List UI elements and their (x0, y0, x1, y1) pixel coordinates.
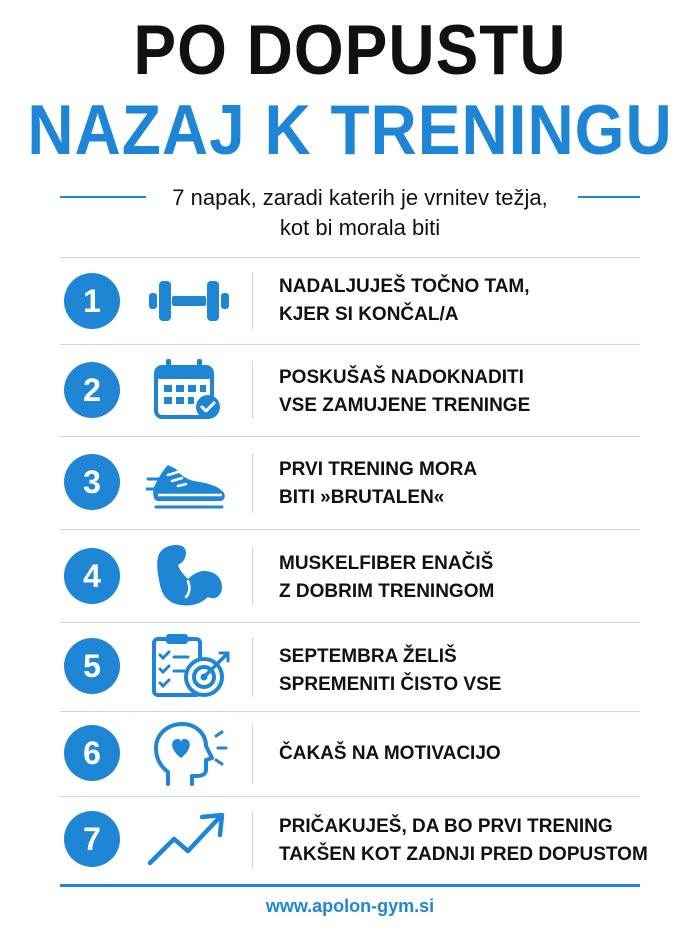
column-separator (252, 361, 253, 419)
head-heart-icon (146, 718, 232, 788)
list-item-2 (60, 345, 640, 435)
list-item-5 (60, 623, 640, 711)
column-separator (252, 637, 253, 697)
item-text (279, 273, 639, 329)
item-text-line-1: PRVI TRENING MORA (279, 459, 478, 480)
list-item-1 (60, 258, 640, 344)
item-text-line-2: VSE ZAMUJENE TRENINGE (279, 395, 531, 416)
item-text-line-2: TAKŠEN KOT ZADNJI PRED DOPUSTOM (279, 844, 648, 865)
subtitle-line-2: kot bi morala biti (279, 215, 441, 240)
column-separator (252, 453, 253, 513)
dumbbell-icon (146, 266, 232, 336)
number-badge: 5 (64, 638, 120, 694)
list-item-7 (60, 797, 648, 883)
footer-rule (60, 884, 640, 887)
item-text-line-1: ČAKAŠ NA MOTIVACIJO (279, 743, 501, 764)
subtitle-line-1: 7 napak, zaradi katerih je vrnitev težja, (172, 185, 548, 210)
item-text (279, 456, 639, 512)
calendar-check-icon (146, 355, 232, 425)
list-item-6 (60, 712, 640, 796)
item-text-line-2: SPREMENITI ČISTO VSE (279, 674, 502, 695)
item-text-line-2: KJER SI KONČAL/A (279, 304, 459, 325)
item-text-line-2: Z DOBRIM TRENINGOM (279, 581, 495, 602)
footer-url[interactable]: www.apolon-gym.si (265, 896, 435, 916)
running-shoe-icon (146, 449, 232, 519)
column-separator (252, 724, 253, 784)
column-separator (252, 272, 253, 330)
item-text-line-1: NADALJUJEŠ TOČNO TAM, (279, 276, 530, 297)
item-text-line-1: SEPTEMBRA ŽELIŠ (279, 646, 457, 667)
number-badge: 3 (64, 454, 120, 510)
title-line-2: NAZAJ K TRENINGU (27, 90, 673, 170)
list-item-4 (60, 530, 640, 622)
item-text (279, 643, 639, 699)
item-text (279, 813, 648, 869)
number-badge: 6 (64, 725, 120, 781)
trend-up-icon (146, 805, 232, 875)
item-text (279, 364, 639, 420)
item-text-line-1: PRIČAKUJEŠ, DA BO PRVI TRENING (279, 816, 613, 837)
number-badge: 1 (64, 273, 120, 329)
column-separator (252, 811, 253, 869)
number-badge: 2 (64, 362, 120, 418)
flexed-arm-icon (146, 541, 232, 611)
number-badge: 7 (64, 811, 120, 867)
subtitle-rule-right (578, 196, 640, 198)
item-text-line-2: BITI »BRUTALEN« (279, 487, 445, 508)
item-text-line-1: MUSKELFIBER ENAČIŠ (279, 553, 494, 574)
item-text (279, 740, 639, 768)
checklist-target-icon (146, 631, 232, 701)
subtitle (150, 183, 570, 243)
column-separator (252, 546, 253, 606)
item-text-line-1: POSKUŠAŠ NADOKNADITI (279, 367, 524, 388)
subtitle-rule-left (60, 196, 146, 198)
number-badge: 4 (64, 548, 120, 604)
title-line-1: PO DOPUSTU (133, 10, 567, 90)
item-text (279, 550, 639, 606)
list-item-3 (60, 437, 640, 529)
